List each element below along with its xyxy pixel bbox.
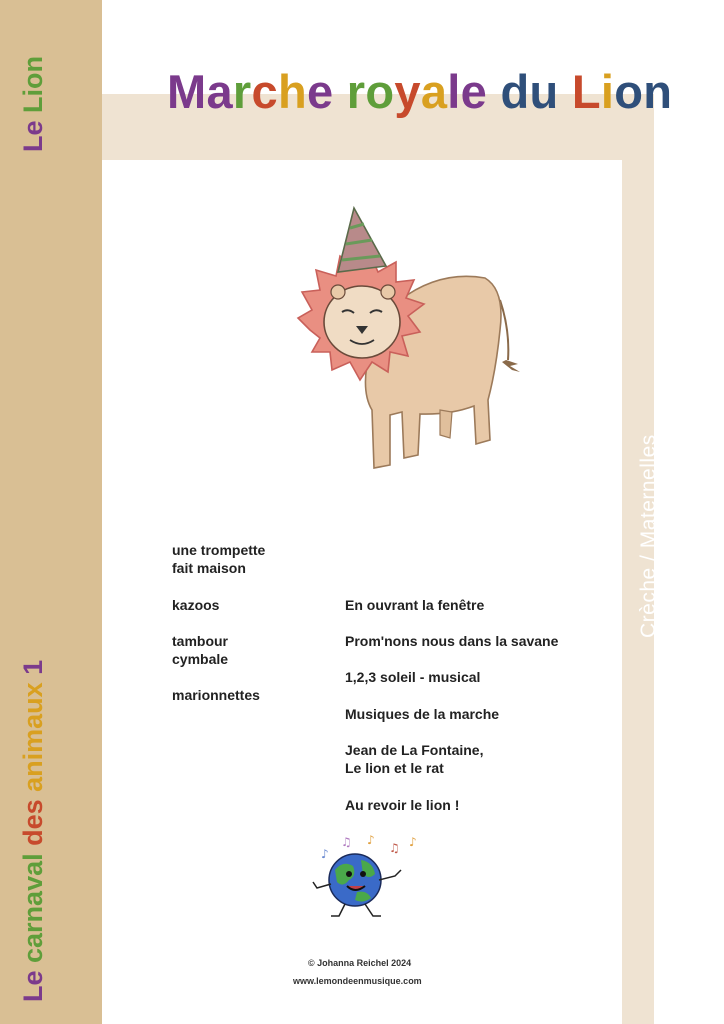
svg-text:♪: ♪ [321,847,329,861]
colored-letter: M [167,65,207,118]
activity-item-line: Au revoir le lion ! [345,797,460,813]
activity-item [345,668,480,686]
materials-item [172,686,260,704]
activity-item-line: Le lion et le rat [345,760,444,776]
colored-letter: d [500,65,530,118]
activity-item-line: En ouvrant la fenêtre [345,597,485,613]
materials-item-line: une trompette [172,542,266,558]
svg-text:♫: ♫ [341,835,352,849]
page-title [167,64,672,119]
svg-text:♪: ♪ [409,835,417,849]
colored-letter: Le [18,112,48,152]
left-band [0,0,102,1024]
materials-item-line: fait maison [172,560,246,576]
activity-item [345,741,483,777]
activity-item-line: Musiques de la marche [345,706,500,722]
colored-letter: animaux [18,674,48,792]
materials-item-line: cymbale [172,651,229,667]
colored-letter: o [365,65,395,118]
svg-text:♪: ♪ [367,833,375,847]
sidebar-animal-label [18,56,49,152]
colored-letter: a [206,65,233,118]
colored-letter: i [600,65,615,118]
activity-item [345,596,484,614]
activity-item-line: Prom'nons nous dans la savane [345,633,559,649]
colored-letter: L [571,65,601,118]
globe-mascot-logo [305,830,435,920]
colored-letter: u [529,65,559,118]
colored-letter: r [232,65,252,118]
colored-letter: e [460,65,488,118]
website-link[interactable]: www.lemondeenmusique.com [293,976,422,986]
colored-letter: l [447,65,461,118]
activity-item [345,705,499,723]
lion-illustration [290,200,530,490]
copyright-text: © Johanna Reichel 2024 [308,958,412,968]
colored-letter [487,65,500,118]
svg-text:♫: ♫ [389,841,400,855]
colored-letter: 1 [18,659,48,675]
materials-item [172,632,228,668]
colored-letter: e [306,65,334,118]
sidebar-series-title [18,660,49,1002]
colored-letter [333,65,346,118]
colored-letter: y [394,65,421,118]
activity-item-line: 1,2,3 soleil - musical [345,669,481,685]
colored-letter: des [18,791,48,846]
colored-letter: a [420,65,448,118]
activity-item [345,796,459,814]
colored-letter: o [614,65,644,118]
colored-letter: r [346,65,366,118]
colored-letter: Lion [18,56,48,113]
materials-item-line: marionnettes [172,687,260,703]
materials-item [172,541,265,577]
activity-item-line: Jean de La Fontaine, [345,742,484,758]
colored-letter: h [277,65,307,118]
audience-label: Crèche / Maternelles [637,434,660,638]
materials-item [172,596,219,614]
colored-letter: c [251,65,278,118]
materials-item-line: kazoos [172,597,220,613]
materials-item-line: tambour [172,633,228,649]
activity-item [345,632,558,650]
colored-letter: n [643,65,673,118]
colored-letter [559,65,572,118]
colored-letter: Le [18,962,48,1002]
colored-letter: carnaval [18,845,48,963]
